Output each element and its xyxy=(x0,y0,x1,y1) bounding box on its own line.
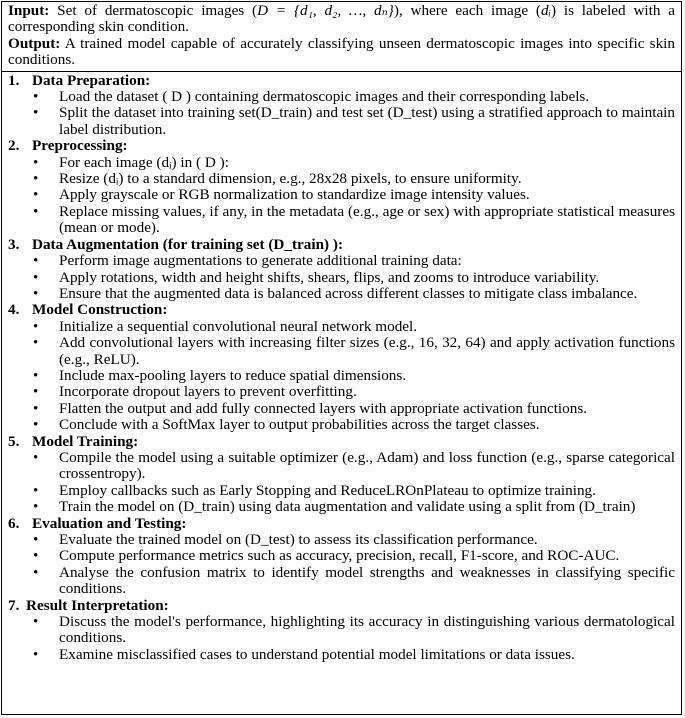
list-item: • Add convolutional layers with increasing filter sizes (e.g., 16, 32, 64) and apply activation functions (e.g., ReLU). xyxy=(33,335,675,368)
step-heading: Preprocessing: xyxy=(32,137,128,155)
list-item: • Flatten the output and add fully connected layers with appropriate activation functions. xyxy=(33,401,675,417)
input-math: D = {d₁, d₂, …, dₙ} xyxy=(257,2,394,19)
list-item: • Compute performance metrics such as accuracy, precision, recall, F1-score, and ROC-AUC. xyxy=(33,548,675,564)
step xyxy=(8,302,675,433)
input-math-2: dᵢ xyxy=(541,2,551,19)
io-header xyxy=(2,2,681,72)
input-line xyxy=(8,3,675,36)
step-heading: Data Preparation: xyxy=(32,71,151,89)
list-item: • Analyse the confusion matrix to identify model strengths and weaknesses in classifying specific conditions. xyxy=(33,565,675,598)
list-item: • Resize (dᵢ) to a standard dimension, e.g., 28x28 pixels, to ensure uniformity. xyxy=(33,171,675,187)
step-heading: Evaluation and Testing: xyxy=(32,514,187,532)
list-item: • Evaluate the trained model on (D_test) to assess its classification performance. xyxy=(33,532,675,548)
list-item: • Discuss the model's performance, highlighting its accuracy in distinguishing various dermatological conditions. xyxy=(33,614,675,647)
list-item: • Load the dataset ( D ) containing dermatoscopic images and their corresponding labels. xyxy=(33,89,675,105)
step-number: 2. xyxy=(8,137,20,155)
input-text-1: Set of dermatoscopic images ( xyxy=(49,2,258,19)
step-title xyxy=(8,516,675,532)
step-title xyxy=(8,302,675,318)
step xyxy=(8,138,675,236)
list-item: • Apply grayscale or RGB normalization to standardize image intensity values. xyxy=(33,187,675,203)
list-item: • Apply rotations, width and height shifts, shears, flips, and zooms to introduce variability. xyxy=(33,270,675,286)
step-heading: Model Training: xyxy=(32,432,139,450)
list-item: • Compile the model using a suitable optimizer (e.g., Adam) and loss function (e.g., sparse categorical crossentropy). xyxy=(33,450,675,483)
list-item: • Include max-pooling layers to reduce spatial dimensions. xyxy=(33,368,675,384)
list-item: • Incorporate dropout layers to prevent overfitting. xyxy=(33,384,675,400)
step-list xyxy=(2,72,681,664)
step-title xyxy=(8,73,675,89)
step-title xyxy=(8,598,675,614)
step-number: 4. xyxy=(8,301,20,319)
input-label: Input: xyxy=(8,2,50,19)
step xyxy=(8,434,675,516)
step-number: 6. xyxy=(8,514,20,532)
list-item: • Ensure that the augmented data is balanced across different classes to mitigate class imbalance. xyxy=(33,286,675,302)
input-text-2: ), where each image ( xyxy=(393,2,541,19)
list-item: • For each image (dᵢ) in ( D ): xyxy=(33,155,675,171)
output-label: Output: xyxy=(8,34,61,52)
step-number: 7. xyxy=(8,596,20,614)
list-item: • Replace missing values, if any, in the metadata (e.g., age or sex) with appropriate statistical measures (mean or mode). xyxy=(33,204,675,237)
step xyxy=(8,598,675,664)
step-heading: Model Construction: xyxy=(32,301,168,319)
step-number: 1. xyxy=(8,71,20,89)
step-title xyxy=(8,434,675,450)
list-item: • Split the dataset into training set(D_train) and test set (D_test) using a stratified approach to maintain label distribution. xyxy=(33,105,675,138)
list-item: • Initialize a sequential convolutional neural network model. xyxy=(33,319,675,335)
step-heading: Result Interpretation: xyxy=(26,596,169,614)
step-title xyxy=(8,237,675,253)
input-text-3: ) is labeled with a corresponding skin condition. xyxy=(8,2,675,36)
output-text: A trained model capable of accurately classifying unseen dermatoscopic images into specific skin conditions. xyxy=(8,34,675,69)
step-title xyxy=(8,138,675,154)
output-line xyxy=(8,36,675,69)
list-item: • Train the model on (D_train) using data augmentation and validate using a split from (D_train) xyxy=(33,499,675,515)
list-item: • Perform image augmentations to generate additional training data: xyxy=(33,253,675,269)
list-item: • Employ callbacks such as Early Stopping and ReduceLROnPlateau to optimize training. xyxy=(33,483,675,499)
algorithm-box xyxy=(1,1,682,715)
list-item: • Examine misclassified cases to understand potential model limitations or data issues. xyxy=(33,647,675,663)
step-number: 5. xyxy=(8,432,20,450)
list-item: • Conclude with a SoftMax layer to output probabilities across the target classes. xyxy=(33,417,675,433)
step-heading: Data Augmentation (for training set (D_train) ): xyxy=(32,235,344,253)
step xyxy=(8,73,675,139)
step xyxy=(8,516,675,598)
step-number: 3. xyxy=(8,235,20,253)
step xyxy=(8,237,675,303)
